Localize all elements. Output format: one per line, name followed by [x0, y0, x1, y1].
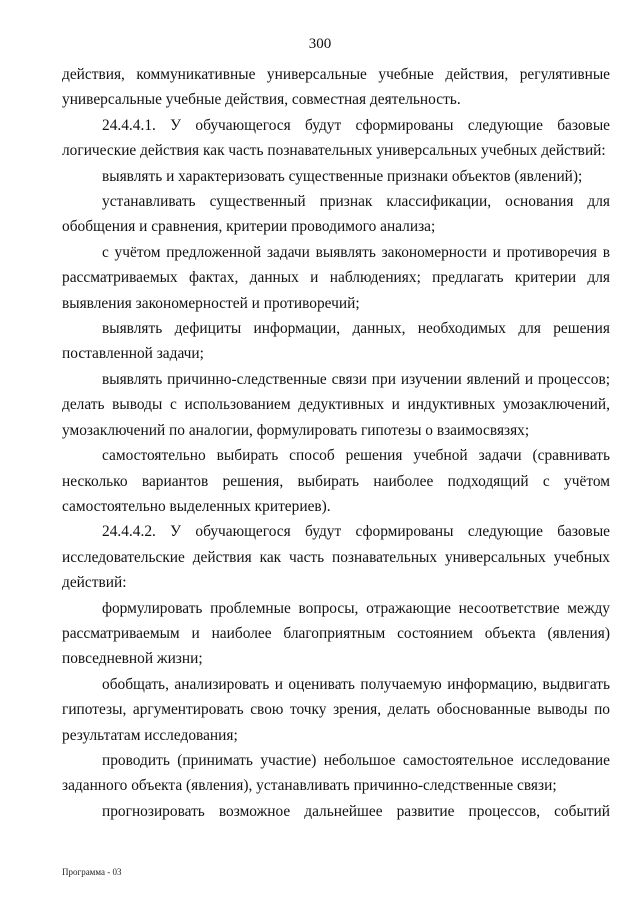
document-body	[62, 62, 610, 824]
paragraph-item-truncated: прогнозировать возможное дальнейшее развитие процессов, событий	[102, 802, 610, 820]
paragraph-item: обобщать, анализировать и оценивать получаемую информацию, выдвигать гипотезы, аргументировать свою точку зрения, делать обоснованные выводы по результатам исследования;	[62, 675, 610, 744]
paragraph-item: проводить (принимать участие) небольшое самостоятельное исследование заданного объекта (явления), устанавливать причинно-следственные связи;	[62, 751, 610, 795]
paragraph-item: выявлять и характеризовать существенные признаки объектов (явлений);	[102, 167, 583, 185]
paragraph-item: выявлять причинно-следственные связи при изучении явлений и процессов; делать выводы с использованием дедуктивных и индуктивных умозаключений, умозаключений по аналогии, формулировать гипотезы о взаимосвязях;	[62, 370, 610, 439]
paragraph-item: устанавливать существенный признак классификации, основания для обобщения и сравнения, критерии проводимого анализа;	[62, 193, 610, 236]
paragraph-item: формулировать проблемные вопросы, отражающие несоответствие между рассматриваемым и наиболее благоприятным состоянием объекта (явления) повседневной жизни;	[62, 599, 610, 668]
page-footer: Программа - 03	[62, 867, 122, 877]
paragraph-continuation: действия, коммуникативные универсальные учебные действия, регулятивные универсальные учебные действия, совместная деятельность.	[62, 66, 610, 109]
paragraph-section-24-4-4-1: 24.4.4.1. У обучающегося будут сформированы следующие базовые логические действия как часть познавательных универсальных учебных действий:	[62, 116, 610, 160]
paragraph-item: самостоятельно выбирать способ решения учебной задачи (сравнивать несколько вариантов решения, выбирать наиболее подходящий с учётом самостоятельно выделенных критериев).	[62, 447, 610, 515]
paragraph-section-24-4-4-2: 24.4.4.2. У обучающегося будут сформированы следующие базовые исследовательские действия как часть познавательных универсальных учебных действий:	[62, 523, 610, 592]
paragraph-item: с учётом предложенной задачи выявлять закономерности и противоречия в рассматриваемых фактах, данных и наблюдениях; предлагать критерии для выявления закономерностей и противоречий;	[62, 243, 610, 312]
paragraph-item: выявлять дефициты информации, данных, необходимых для решения поставленной задачи;	[62, 320, 610, 363]
page-number: 300	[308, 36, 332, 52]
